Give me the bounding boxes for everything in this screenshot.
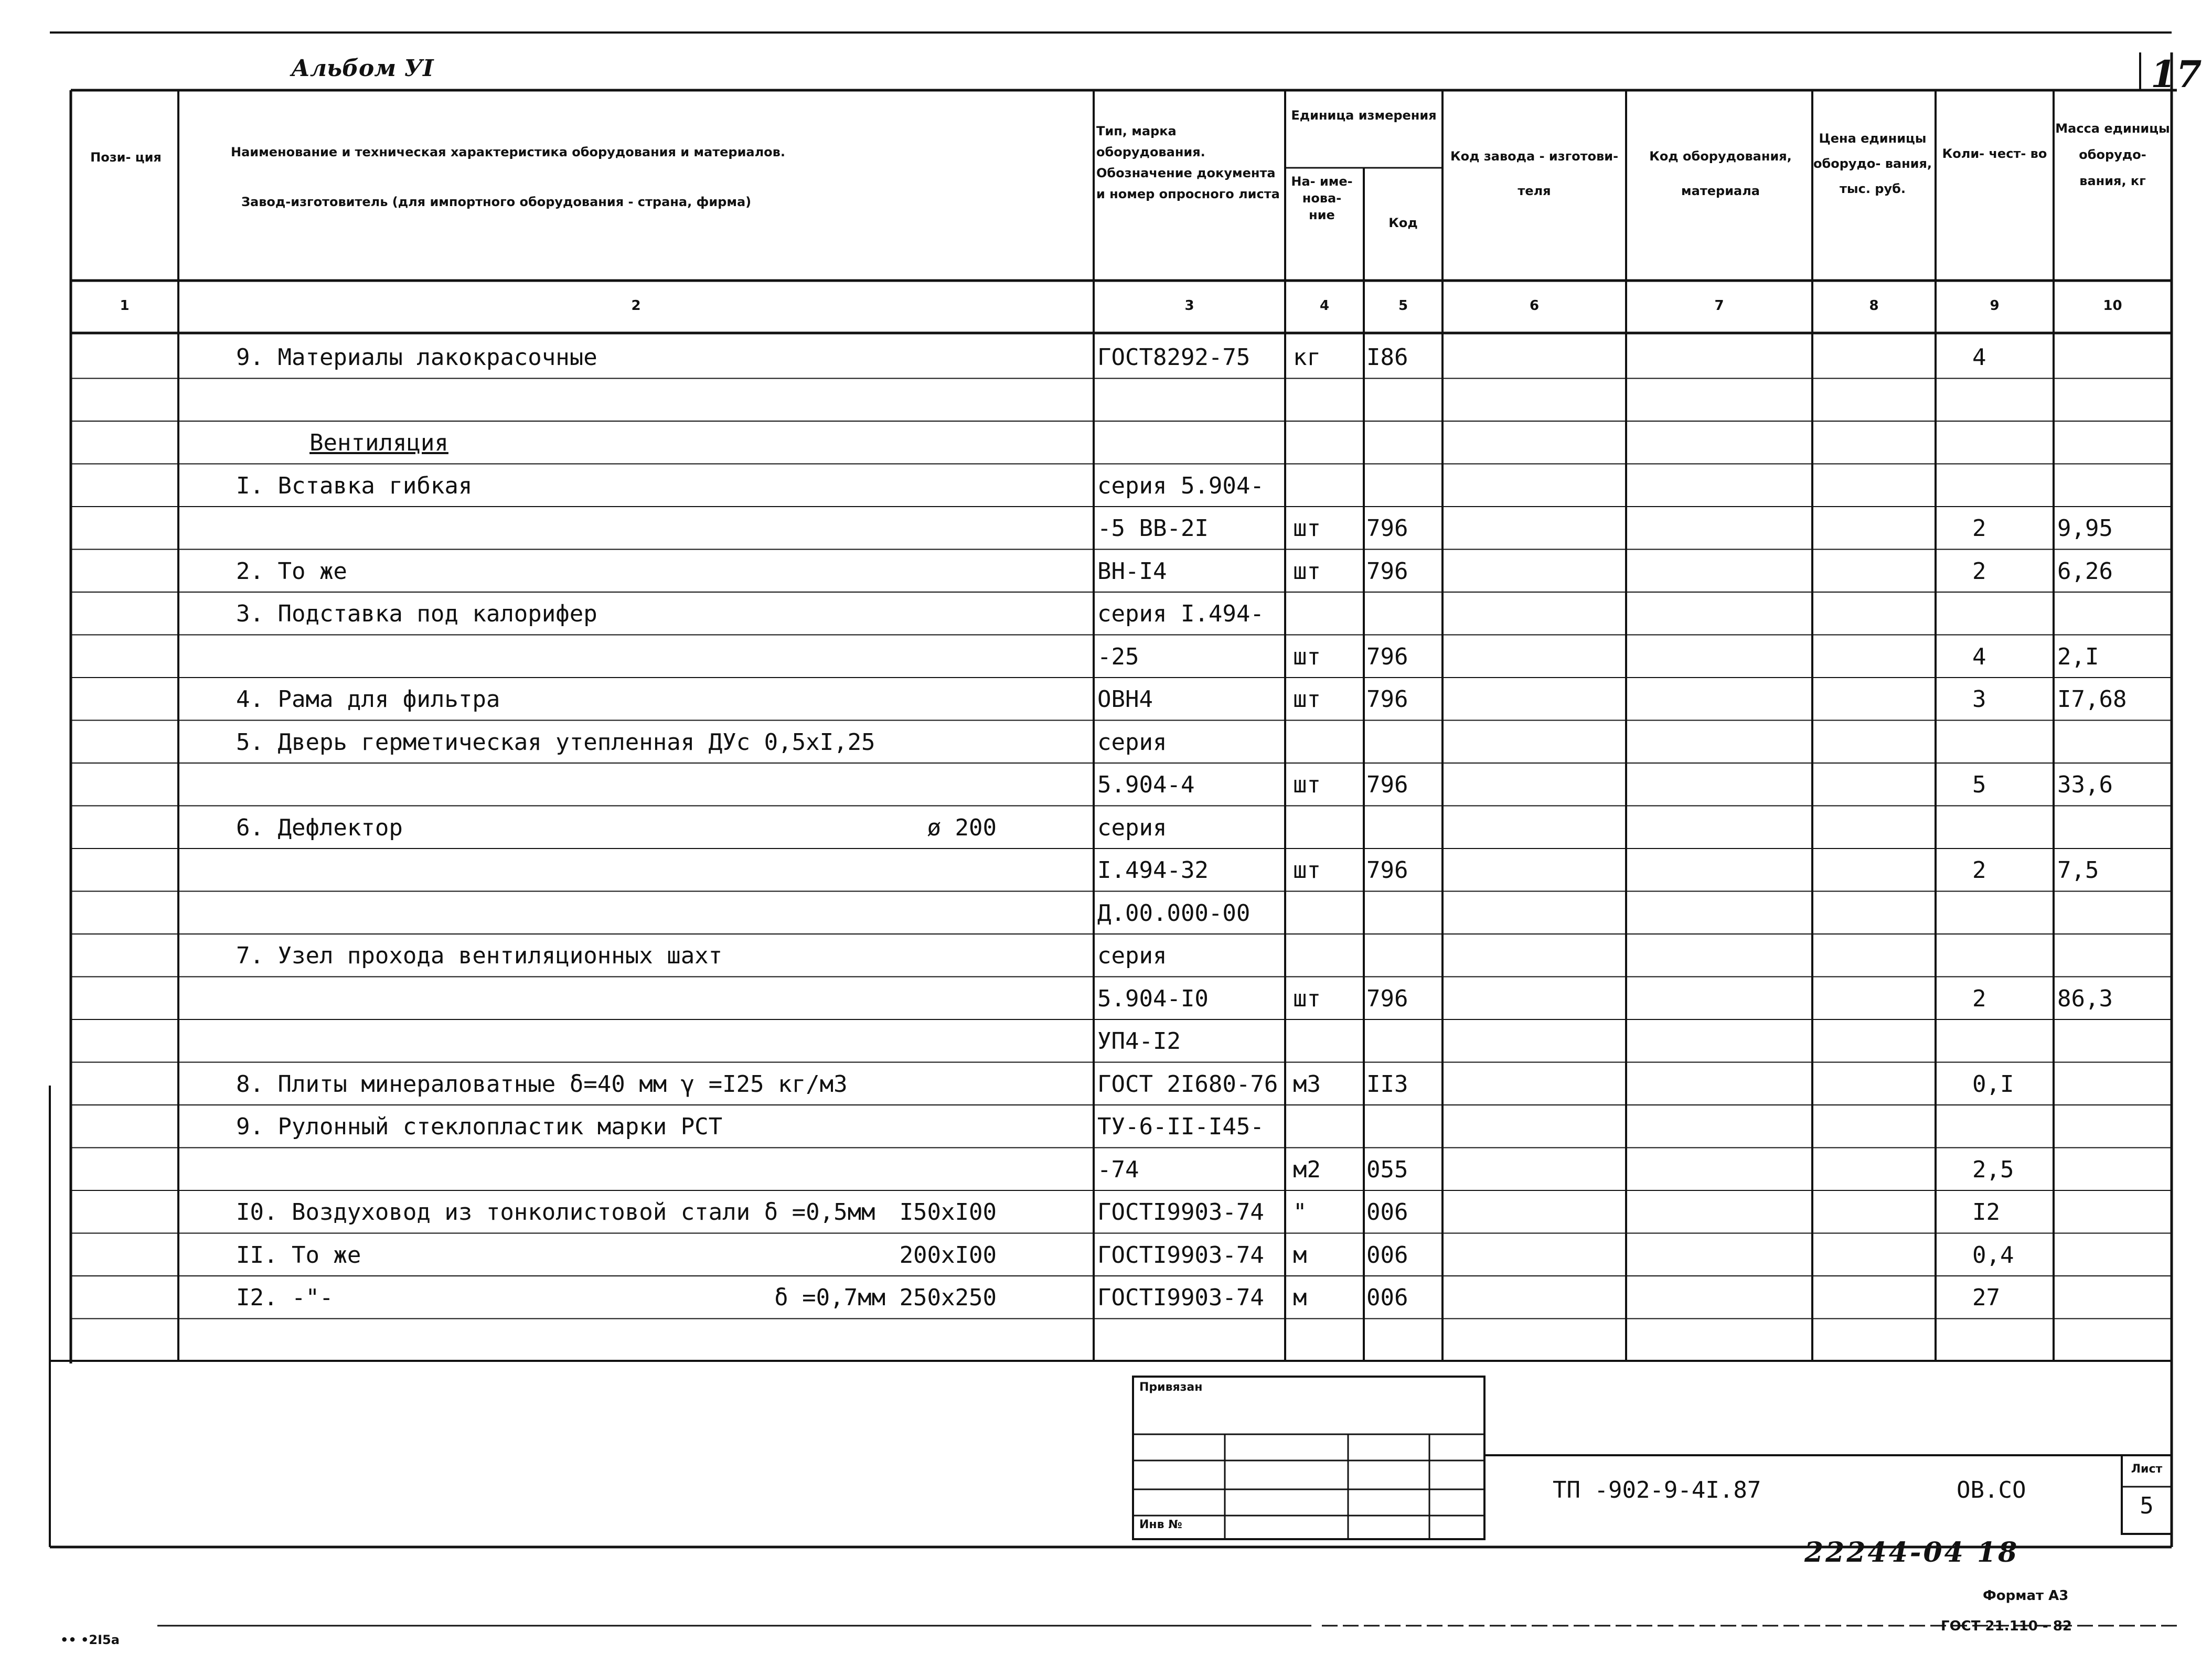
item-type: 5.904-4 [1097, 771, 1195, 798]
item-quantity: 4 [1972, 344, 1986, 371]
column-number: 9 [1990, 298, 2000, 314]
header-mass: Масса единицы оборудо- вания, кг [2055, 121, 2170, 188]
item-unit: " [1293, 1199, 1307, 1226]
item-name: 8. Плиты минераловатные δ=40 мм γ =I25 кг/м3 [236, 1070, 848, 1098]
item-quantity: 2 [1972, 985, 1986, 1012]
item-quantity: 2 [1972, 857, 1986, 884]
column-number: 7 [1714, 298, 1724, 314]
header-position: Пози- ция [90, 150, 162, 165]
document-mark: ОВ.СО [1957, 1477, 2026, 1503]
stamp-attached-label: Привязан [1139, 1381, 1203, 1394]
item-name: I. Вставка гибкая [236, 472, 473, 499]
item-name: 3. Подставка под калорифер [236, 600, 597, 627]
item-quantity: 0,I [1972, 1070, 2014, 1098]
item-mass: 2,I [2057, 643, 2099, 670]
corner-stamp-code: •• •2I5а [60, 1632, 120, 1647]
gost-label: ГОСТ 21.110 - 82 [1941, 1618, 2072, 1634]
column-number: 10 [2103, 298, 2122, 314]
item-mass: 6,26 [2057, 557, 2113, 585]
item-type: серия [1097, 814, 1167, 841]
item-quantity: 2 [1972, 557, 1986, 585]
sheet-label: Лист [2131, 1463, 2163, 1476]
item-unit: шт [1293, 557, 1321, 585]
item-type: ОВН4 [1097, 686, 1153, 713]
item-mass: 7,5 [2057, 857, 2099, 884]
header-name-line2: Завод-изготовитель (для импортного оборудования - страна, фирма) [241, 195, 752, 209]
document-designation: ТП -902-9-4I.87 [1553, 1477, 1761, 1503]
column-number: 2 [631, 298, 641, 314]
item-name: 9. Материалы лакокрасочные [236, 344, 597, 371]
section-title: Вентиляция [309, 429, 448, 456]
item-name: 9. Рулонный стеклопластик марки РСТ [236, 1113, 723, 1140]
item-unit: м [1293, 1284, 1307, 1311]
item-type: ТУ-6-II-I45- [1097, 1113, 1264, 1140]
item-type: ГОСТI9903-74 [1097, 1199, 1264, 1226]
item-quantity: I2 [1972, 1199, 2000, 1226]
header-unit-name: На- име- нова- ние [1291, 174, 1353, 222]
item-name: 4. Рама для фильтра [236, 686, 500, 713]
item-type: серия [1097, 942, 1167, 969]
header-unit-group: Единица измерения [1291, 108, 1437, 123]
item-size: ø 200 [927, 814, 997, 841]
header-quantity: Коли- чест- во [1942, 146, 2047, 161]
item-name: II. То же [236, 1241, 361, 1269]
item-type: 5.904-I0 [1097, 985, 1209, 1012]
item-quantity: 3 [1972, 686, 1986, 713]
item-name: 5. Дверь герметическая утепленная ДУс 0,5хI,25 [236, 728, 875, 756]
column-number: 3 [1184, 298, 1194, 314]
item-unit: шт [1293, 643, 1321, 670]
item-unit: шт [1293, 857, 1321, 884]
header-name-line1: Наименование и техническая характеристика оборудования и материалов. [231, 145, 785, 159]
item-type: ГОСТI9903-74 [1097, 1241, 1264, 1269]
item-mass: 86,3 [2057, 985, 2113, 1012]
item-unit-code: 796 [1366, 857, 1408, 884]
stamp-inventory-label: Инв № [1139, 1518, 1182, 1531]
item-quantity: 5 [1972, 771, 1986, 798]
item-type: -5 ВВ-2I [1097, 515, 1209, 542]
item-unit: шт [1293, 771, 1321, 798]
item-type: серия 5.904- [1097, 472, 1264, 499]
item-type: УП4-I2 [1097, 1028, 1181, 1055]
item-name: 2. То же [236, 557, 347, 585]
item-unit-code: 796 [1366, 771, 1408, 798]
item-unit-code: 796 [1366, 643, 1408, 670]
item-unit-code: 796 [1366, 686, 1408, 713]
header-equipment-code: Код оборудования, материала [1649, 149, 1792, 198]
item-type: I.494-32 [1097, 857, 1209, 884]
item-unit-code: 006 [1366, 1199, 1408, 1226]
item-name: 7. Узел прохода вентиляционных шахт [236, 942, 723, 969]
header-unit-code: Код [1388, 216, 1418, 230]
header-factory-code: Код завода - изготови- теля [1450, 149, 1619, 198]
handwritten-number: 22244-04 18 [1804, 1537, 2019, 1569]
item-unit: м2 [1293, 1156, 1321, 1183]
item-size: δ =0,7мм 250х250 [774, 1284, 997, 1311]
item-quantity: 27 [1972, 1284, 2000, 1311]
item-unit-code: 006 [1366, 1284, 1408, 1311]
item-size: I50хI00 [899, 1199, 997, 1226]
column-number: 4 [1319, 298, 1330, 314]
format-label: Формат А3 [1983, 1588, 2069, 1604]
item-mass: 33,6 [2057, 771, 2113, 798]
column-number: 5 [1398, 298, 1408, 314]
item-quantity: 2,5 [1972, 1156, 2014, 1183]
item-quantity: 2 [1972, 515, 1986, 542]
corner-sheet-number: 17 [2151, 52, 2202, 96]
item-size: 200хI00 [899, 1241, 997, 1269]
column-number: 1 [120, 298, 130, 314]
item-type: ГОСТ 2I680-76 [1097, 1070, 1278, 1098]
column-number: 6 [1529, 298, 1540, 314]
item-unit-code: II3 [1366, 1070, 1408, 1098]
item-type: Д.00.000-00 [1097, 899, 1251, 927]
item-unit: кг [1293, 344, 1321, 371]
item-mass: I7,68 [2057, 686, 2127, 713]
header-price: Цена единицы оборудо- вания, тыс. руб. [1813, 131, 1932, 196]
item-type: ГОСТI9903-74 [1097, 1284, 1264, 1311]
item-name: I0. Воздуховод из тонколистовой стали δ =0,5мм [236, 1199, 875, 1226]
item-type: -74 [1097, 1156, 1139, 1183]
column-number: 8 [1869, 298, 1879, 314]
item-unit-code: 006 [1366, 1241, 1408, 1269]
item-unit: шт [1293, 985, 1321, 1012]
item-name: I2. -"- [236, 1284, 334, 1311]
item-unit-code: I86 [1366, 344, 1408, 371]
sheet-number: 5 [2140, 1492, 2154, 1519]
item-unit: м3 [1293, 1070, 1321, 1098]
item-type: ГОСТ8292-75 [1097, 344, 1251, 371]
item-type: ВН-I4 [1097, 557, 1167, 585]
item-quantity: 0,4 [1972, 1241, 2014, 1269]
item-unit-code: 796 [1366, 515, 1408, 542]
header-type: Тип, марка оборудования. Обозначение документа и номер опросного листа [1096, 124, 1280, 201]
item-unit: м [1293, 1241, 1307, 1269]
item-type: серия I.494- [1097, 600, 1264, 627]
item-unit: шт [1293, 686, 1321, 713]
item-mass: 9,95 [2057, 515, 2113, 542]
item-unit-code: 055 [1366, 1156, 1408, 1183]
album-title: Альбом УI [291, 55, 434, 82]
item-unit: шт [1293, 515, 1321, 542]
item-unit-code: 796 [1366, 557, 1408, 585]
item-quantity: 4 [1972, 643, 1986, 670]
item-unit-code: 796 [1366, 985, 1408, 1012]
item-type: серия [1097, 728, 1167, 756]
item-type: -25 [1097, 643, 1139, 670]
item-name: 6. Дефлектор [236, 814, 403, 841]
